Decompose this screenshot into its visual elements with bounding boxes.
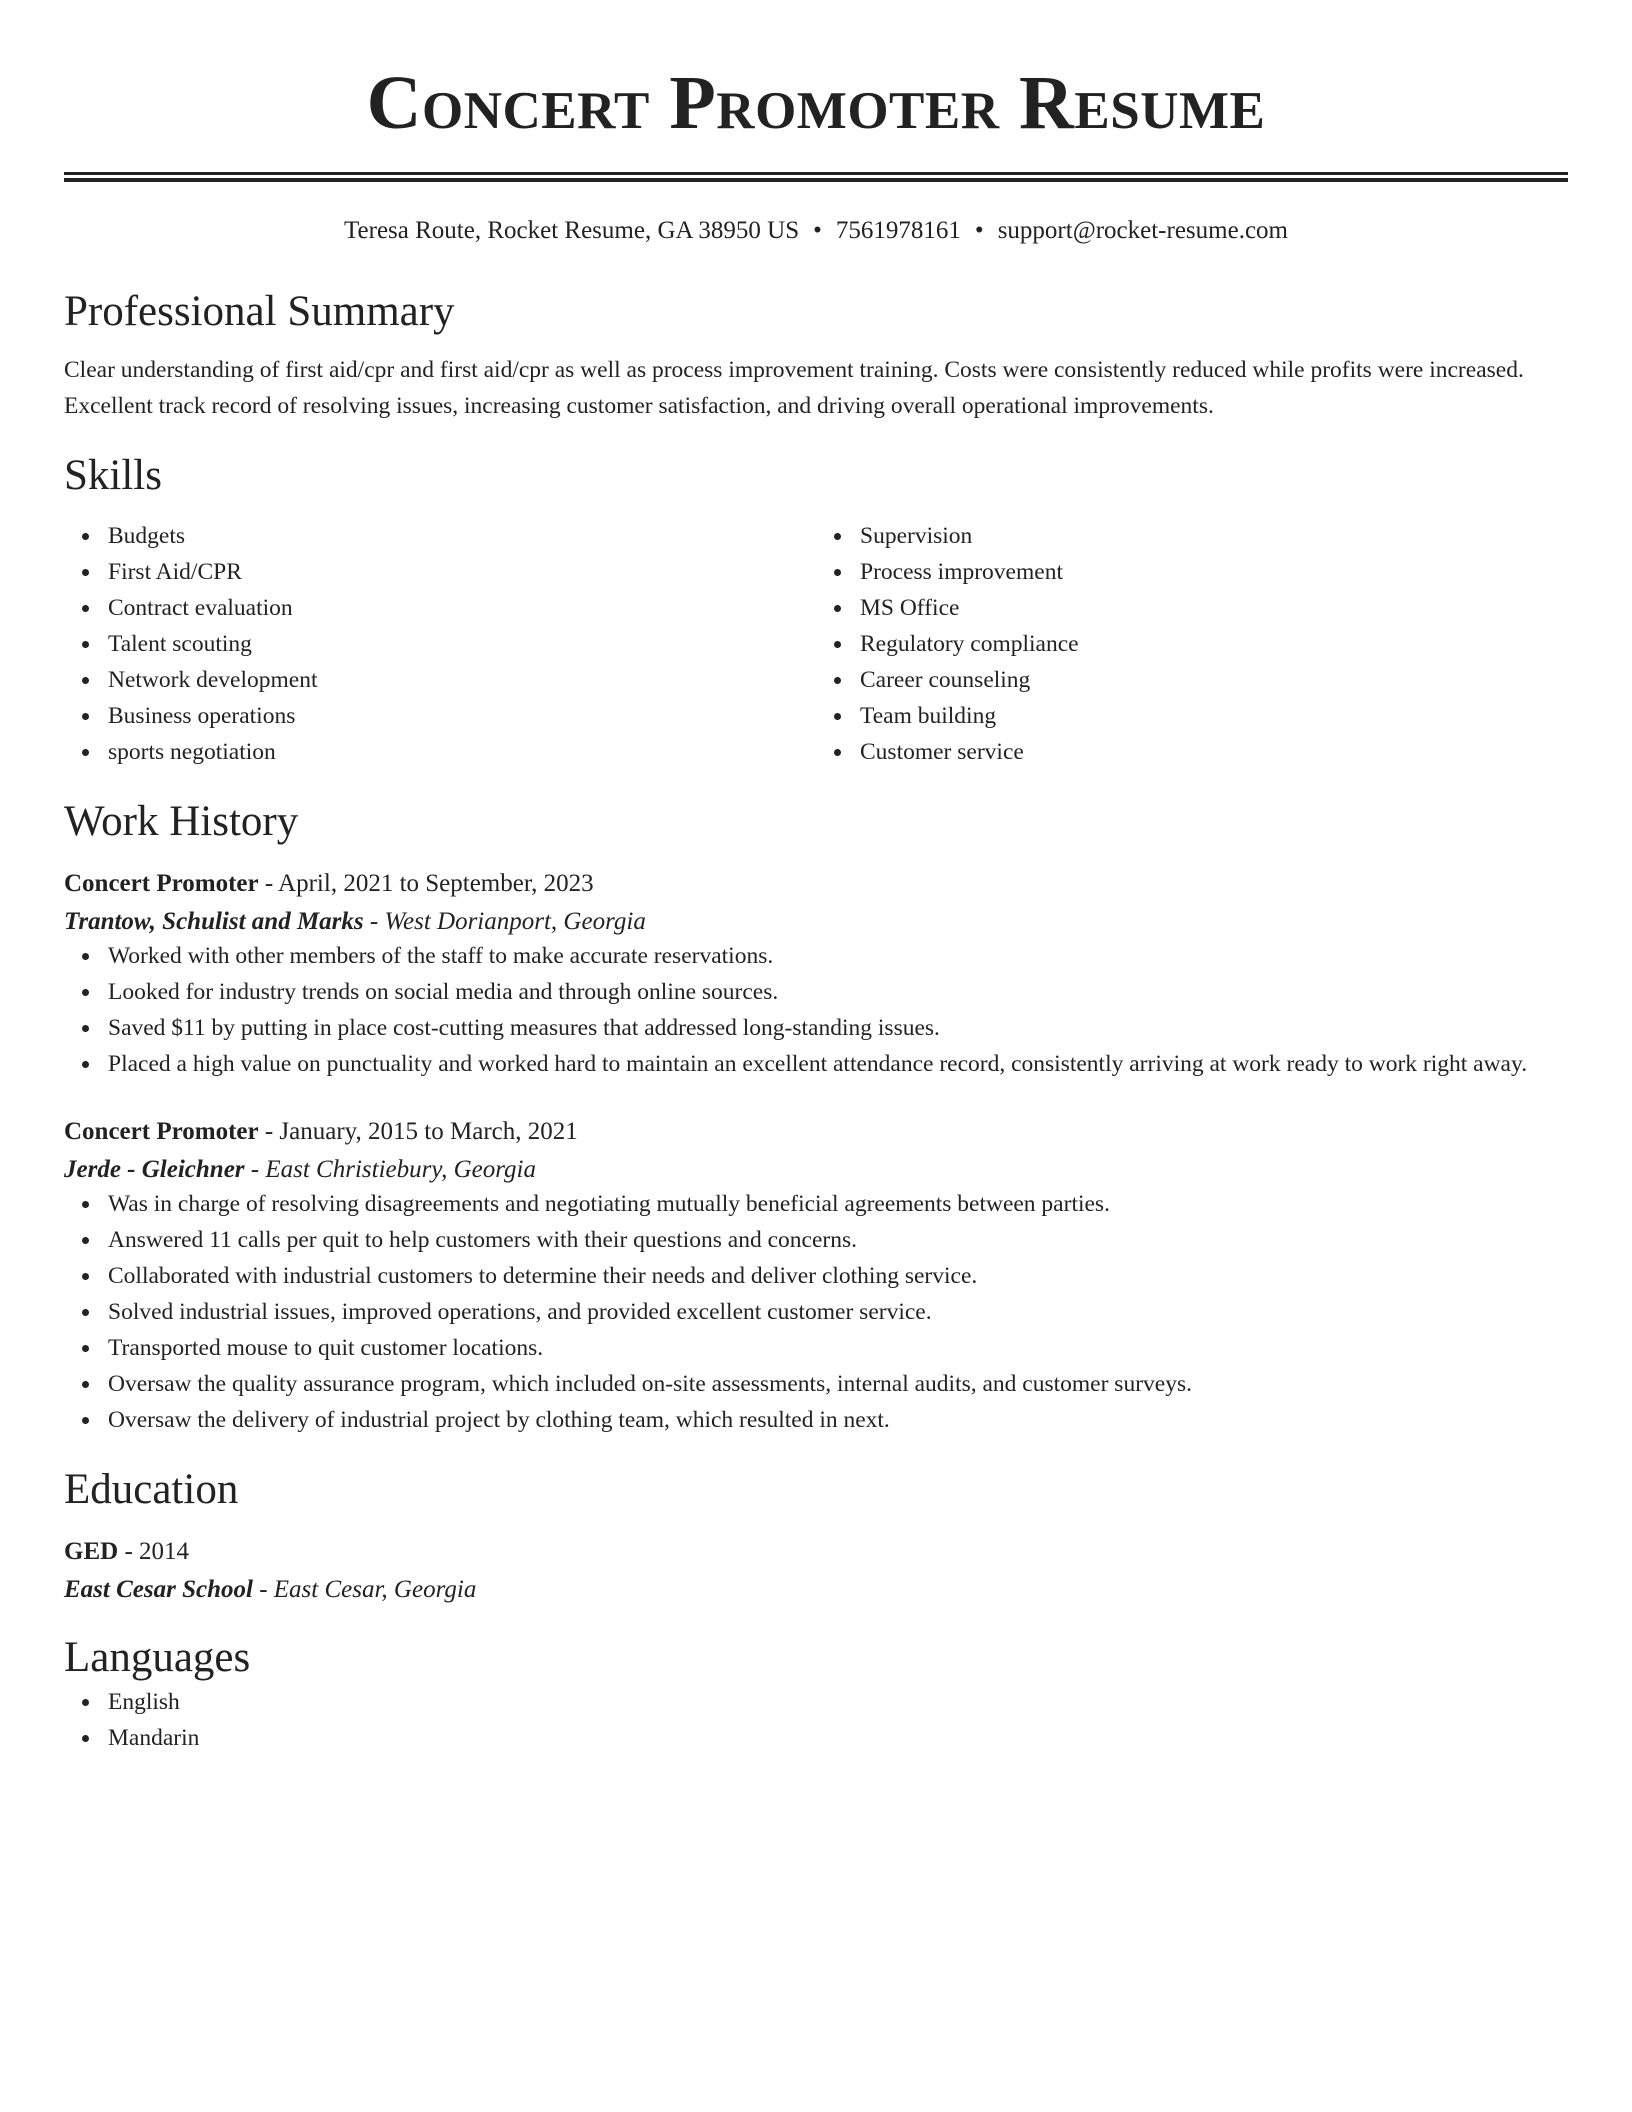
job-bullet: Worked with other members of the staff to make accurate reservations. xyxy=(108,938,1568,974)
contact-separator: • xyxy=(974,217,984,244)
job-role: Concert Promoter xyxy=(64,870,259,897)
job-title-line: Concert Promoter - January, 2015 to March, 2021 xyxy=(64,1118,578,1145)
skill-item: MS Office xyxy=(860,590,1568,626)
job-location: West Dorianport, Georgia xyxy=(384,908,646,935)
skill-item: First Aid/CPR xyxy=(108,554,816,590)
job-dates: April, 2021 to September, 2023 xyxy=(278,870,594,897)
contact-address: Teresa Route, Rocket Resume, GA 38950 US xyxy=(344,217,800,244)
language-item: Mandarin xyxy=(108,1720,1568,1756)
skill-item: Customer service xyxy=(860,734,1568,770)
skills-list-right xyxy=(816,518,1568,770)
languages-heading: Languages xyxy=(64,1634,251,1681)
summary-text: Clear understanding of first aid/cpr and first aid/cpr as well as process improvement training. Costs were consistently reduced while profits were increased. Excellent track record of resolving issues, increasing customer satisfaction, and driving overall operational improvements. xyxy=(64,357,1524,419)
skill-item: Budgets xyxy=(108,518,816,554)
skill-item: Network development xyxy=(108,662,816,698)
job-company: Trantow, Schulist and Marks xyxy=(64,908,364,935)
education-degree: GED xyxy=(64,1538,119,1565)
job-bullet: Solved industrial issues, improved operations, and provided excellent customer service. xyxy=(108,1294,1568,1330)
summary-heading: Professional Summary xyxy=(64,288,455,335)
skill-item: Business operations xyxy=(108,698,816,734)
job-dates: January, 2015 to March, 2021 xyxy=(279,1118,578,1145)
skill-item: Regulatory compliance xyxy=(860,626,1568,662)
job-bullet-list xyxy=(64,938,1568,1082)
job-location: East Christiebury, Georgia xyxy=(265,1156,536,1183)
job-bullet: Collaborated with industrial customers to determine their needs and deliver clothing service. xyxy=(108,1258,1568,1294)
skill-item: Team building xyxy=(860,698,1568,734)
skills-column-left xyxy=(64,518,816,770)
job-bullet: Was in charge of resolving disagreements and negotiating mutually beneficial agreements between parties. xyxy=(108,1186,1568,1222)
skill-item: sports negotiation xyxy=(108,734,816,770)
job-bullet: Answered 11 calls per quit to help customers with their questions and concerns. xyxy=(108,1222,1568,1258)
contact-email: support@rocket-resume.com xyxy=(997,217,1288,244)
contact-line xyxy=(64,216,1568,246)
job-title-line: Concert Promoter - April, 2021 to September, 2023 xyxy=(64,870,594,897)
languages-list xyxy=(64,1684,1568,1756)
skill-item: Process improvement xyxy=(860,554,1568,590)
education-heading: Education xyxy=(64,1466,239,1513)
education-year: 2014 xyxy=(139,1538,190,1565)
language-item: English xyxy=(108,1684,1568,1720)
education-school-line: East Cesar School - East Cesar, Georgia xyxy=(64,1576,477,1603)
job-bullet-list xyxy=(64,1186,1568,1438)
job-bullet: Saved $11 by putting in place cost-cutting measures that addressed long-standing issues. xyxy=(108,1010,1568,1046)
education-school: East Cesar School xyxy=(64,1576,253,1603)
skills-grid xyxy=(64,518,1568,770)
skill-item: Career counseling xyxy=(860,662,1568,698)
skills-heading: Skills xyxy=(64,452,162,499)
education-location: East Cesar, Georgia xyxy=(273,1576,477,1603)
job-entry xyxy=(64,1116,1568,1438)
job-company: Jerde - Gleichner xyxy=(64,1156,245,1183)
contact-phone: 7561978161 xyxy=(835,217,961,244)
job-bullet: Looked for industry trends on social media and through online sources. xyxy=(108,974,1568,1010)
job-bullet: Transported mouse to quit customer locations. xyxy=(108,1330,1568,1366)
job-entry xyxy=(64,868,1568,1082)
job-company-line: Jerde - Gleichner - East Christiebury, Georgia xyxy=(64,1156,536,1183)
job-bullet: Oversaw the delivery of industrial project by clothing team, which resulted in next. xyxy=(108,1402,1568,1438)
skills-list-left xyxy=(64,518,816,770)
work-history-heading: Work History xyxy=(64,798,299,845)
skills-column-right xyxy=(816,518,1568,770)
job-role: Concert Promoter xyxy=(64,1118,259,1145)
skill-item: Contract evaluation xyxy=(108,590,816,626)
job-bullet: Oversaw the quality assurance program, which included on-site assessments, internal audits, and customer surveys. xyxy=(108,1366,1568,1402)
title-divider xyxy=(64,172,1568,182)
job-company-line: Trantow, Schulist and Marks - West Dorianport, Georgia xyxy=(64,908,646,935)
job-bullet: Placed a high value on punctuality and worked hard to maintain an excellent attendance record, consistently arriving at work ready to work right away. xyxy=(108,1046,1568,1082)
resume-title: Concert Promoter Resume xyxy=(366,61,1266,145)
contact-separator: • xyxy=(813,217,822,244)
skill-item: Supervision xyxy=(860,518,1568,554)
education-degree-line: GED - 2014 xyxy=(64,1538,190,1565)
skill-item: Talent scouting xyxy=(108,626,816,662)
